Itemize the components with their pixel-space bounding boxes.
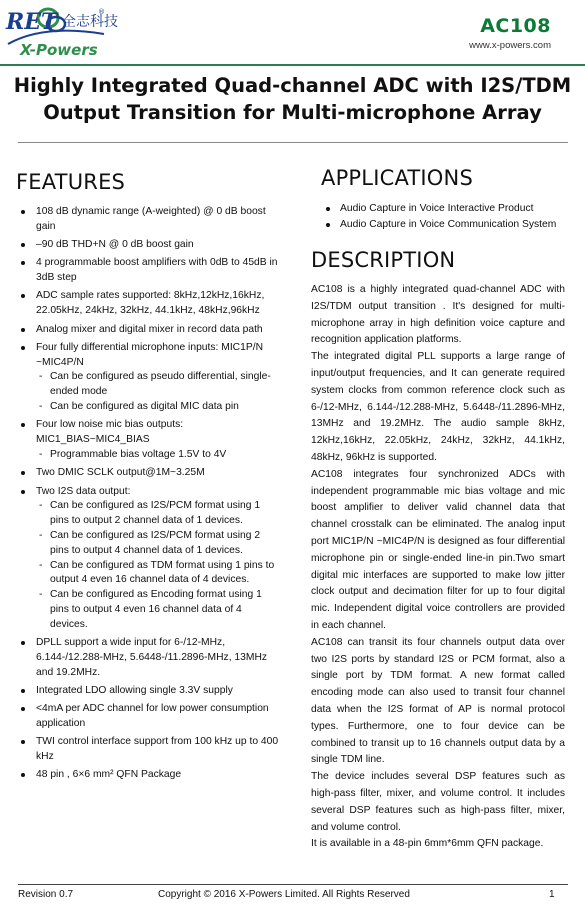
description-paragraph: AC108 can transit its four channels output data over two I2S ports by standard I2S or PCM format, also a single port by TDM format. A new format called encoding mode can also used to transit four channel data when the I2S format of AP is normal protocol types. Furthermore, one to four device can be combined to transit up to 16 channels output data by a single TDM line. xyxy=(311,636,565,766)
feature-item xyxy=(18,418,280,462)
footer-rule xyxy=(18,884,568,885)
feature-subitem: - Can be configured as TDM format using 1 pins to output 4 even 16 channel data of 4 devices. xyxy=(36,559,280,589)
features-list xyxy=(18,205,280,787)
feature-item xyxy=(18,684,280,699)
description-body xyxy=(311,282,565,853)
feature-text: Analog mixer and digital mixer in record data path xyxy=(36,323,263,335)
description-paragraph: The device includes several DSP features such as high-pass filter, mixer, and volume control. It includes several DSP features such as high-pass filter, mixer, and volume control. xyxy=(311,771,565,833)
feature-item xyxy=(18,702,280,732)
feature-item xyxy=(18,735,280,765)
feature-item xyxy=(18,466,280,481)
feature-text: –90 dB THD+N @ 0 dB boost gain xyxy=(36,239,194,251)
feature-item xyxy=(18,323,280,338)
logo-chinese: 全志科技 xyxy=(62,14,118,30)
feature-subitem: - Can be configured as Encoding format using 1 pins to output 4 even 16 channel data of 4 devices. xyxy=(36,588,280,632)
description-heading: DESCRIPTION xyxy=(311,248,456,272)
description-paragraph: It is available in a 48-pin 6mm*6mm QFN package. xyxy=(311,838,544,850)
feature-item xyxy=(18,485,280,633)
features-heading: FEATURES xyxy=(16,170,126,194)
feature-item xyxy=(18,636,280,680)
feature-item xyxy=(18,205,280,235)
feature-text: TWI control interface support from 100 kHz up to 400 kHz xyxy=(36,736,279,763)
website: www.x-powers.com xyxy=(469,40,551,51)
footer-revision: Revision 0.7 xyxy=(18,889,74,900)
feature-text: <4mA per ADC channel for low power consumption application xyxy=(36,703,269,729)
description-paragraph: The integrated digital PLL supports a large range of input/output frequencies, and It can generate required system clocks from common reference clock such as 6-/12-MHz, 6.144-/12.288-MHz, 5.6448-/11.2896-MHz, 13MHz and 19.2MHz. The audio sample 8kHz, 12kHz,16kHz, 22.05kHz, 24kHz, 32kHz, 44.1kHz, 48kHz, 96kHz is supported. xyxy=(311,351,565,463)
applications-list xyxy=(323,201,573,233)
logo-text-bottom: X-Powers xyxy=(20,41,98,59)
feature-text: Two DMIC SCLK output@1M~3.25M xyxy=(36,467,205,479)
application-item: Audio Capture in Voice Communication System xyxy=(323,217,573,233)
feature-subitem: - Can be configured as I2S/PCM format using 1 pins to output 2 channel data of 1 devices. xyxy=(36,499,280,529)
feature-sublist xyxy=(36,370,280,414)
feature-text: DPLL support a wide input for 6-/12-MHz, 6.144-/12.288-MHz, 5.6448-/11.2896-MHz, 13MHz and 19.2MHz. xyxy=(36,637,268,678)
feature-subitem: - Can be configured as I2S/PCM format using 2 pins to output 4 channel data of 1 devices. xyxy=(36,529,280,559)
feature-item xyxy=(18,256,280,286)
title-rule xyxy=(18,142,568,143)
feature-text: Integrated LDO allowing single 3.3V supply xyxy=(36,684,233,696)
part-number: AC108 xyxy=(480,15,551,37)
page-number: 1 xyxy=(549,889,555,900)
header-rule xyxy=(0,64,585,66)
feature-item xyxy=(18,238,280,253)
footer-copyright: Copyright © 2016 X-Powers Limited. All Rights Reserved xyxy=(158,889,410,900)
document-title xyxy=(0,72,585,126)
applications-heading: APPLICATIONS xyxy=(321,166,473,190)
title-line-2: Output Transition for Multi-microphone Array xyxy=(43,101,542,124)
logo-text-top: RET xyxy=(6,9,58,35)
feature-item xyxy=(18,768,280,783)
application-item: Audio Capture in Voice Interactive Product xyxy=(323,201,573,217)
feature-subitem: - Can be configured as digital MIC data pin xyxy=(36,400,280,415)
feature-text: Two I2S data output: xyxy=(36,485,131,497)
feature-text: Four low noise mic bias outputs: MIC1_BIAS~MIC4_BIAS xyxy=(36,419,184,446)
feature-sublist xyxy=(36,448,280,463)
logo-registered: ® xyxy=(98,8,105,16)
feature-text: 48 pin , 6×6 mm² QFN Package xyxy=(36,769,182,781)
title-line-1: Highly Integrated Quad-channel ADC with I2S/TDM xyxy=(13,74,572,97)
feature-text: Four fully differential microphone inputs: MIC1P/N ~MIC4P/N xyxy=(36,341,264,368)
feature-item xyxy=(18,341,280,415)
feature-text: 108 dB dynamic range (A-weighted) @ 0 dB boost gain xyxy=(36,206,266,232)
feature-subitem: - Programmable bias voltage 1.5V to 4V xyxy=(36,448,280,463)
feature-text: 4 programmable boost amplifiers with 0dB to 45dB in 3dB step xyxy=(36,257,278,284)
description-paragraph: AC108 is a highly integrated quad-channel ADC with I2S/TDM output transition . It's designed for multi-microphone array in high definition voice capture and recognition application platforms. xyxy=(311,284,565,346)
feature-subitem: - Can be configured as pseudo differential, single-ended mode xyxy=(36,370,280,400)
feature-sublist xyxy=(36,499,280,632)
page-header xyxy=(0,0,585,70)
description-paragraph: AC108 integrates four synchronized ADCs with independent programmable mic bias voltage and mic boost amplifier to deliver valid channel data that channel crosstalk can be eliminated. The analog input port MIC1P/N ~MIC4P/N is designed as four differential microphone pin or single-ended line-in pin.Two smart digital mic interfaces are supported to make low jitter clock output and decimation filter for up to four digital mic. Independent digital voice controllers are provided in each channel. xyxy=(311,468,565,631)
feature-item xyxy=(18,289,280,319)
x-powers-logo xyxy=(4,4,124,60)
feature-text: ADC sample rates supported: 8kHz,12kHz,16kHz, 22.05kHz, 24kHz, 32kHz, 44.1kHz, 48kHz,96kHz xyxy=(36,290,265,317)
